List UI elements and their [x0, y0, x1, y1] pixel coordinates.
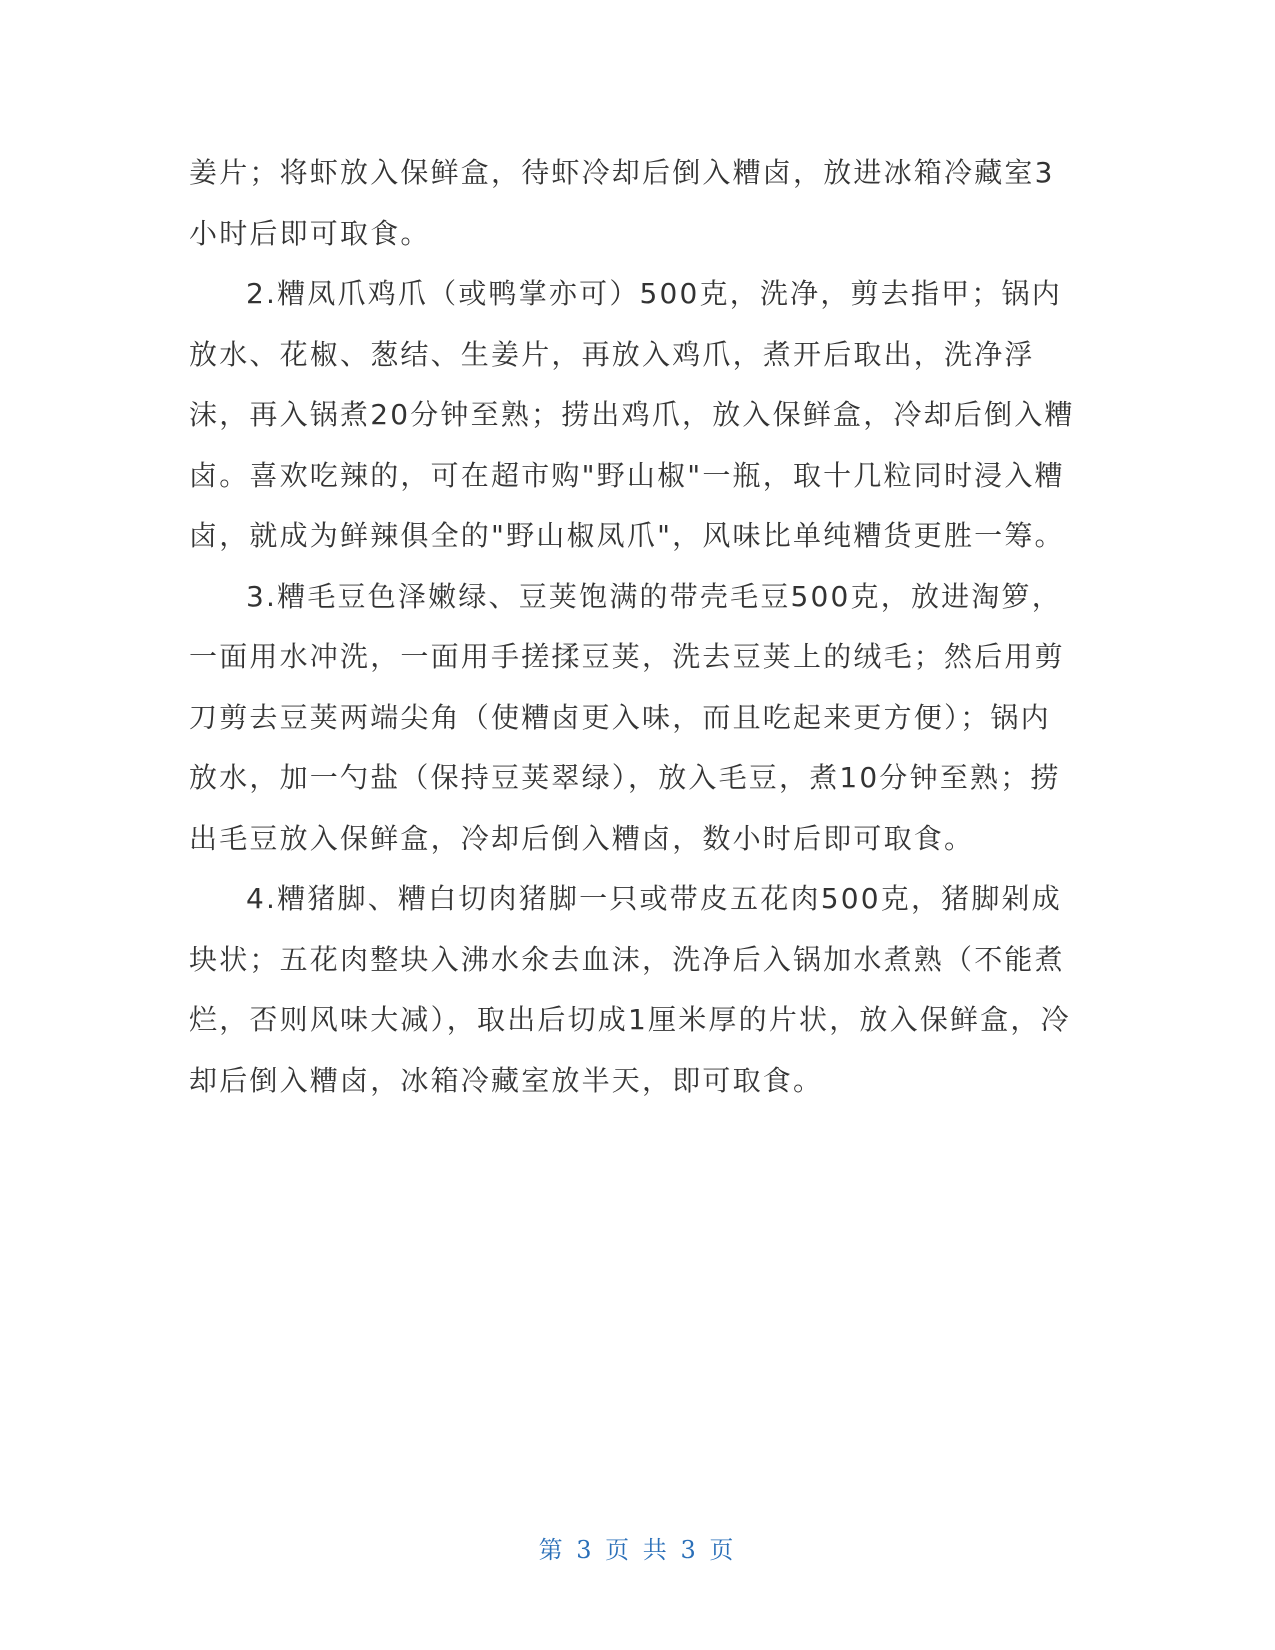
- paragraph-item-3: 3.糟毛豆色泽嫩绿、豆荚饱满的带壳毛豆500克，放进淘箩，一面用水冲洗，一面用手搓揉豆荚，洗去豆荚上的绒毛；然后用剪刀剪去豆荚两端尖角（使糟卤更入味，而且吃起来更方便）；锅内放水，加一勺盐（保持豆荚翠绿），放入毛豆，煮10分钟至熟；捞出毛豆放入保鲜盒，冷却后倒入糟卤，数小时后即可取食。: [189, 579, 1065, 855]
- page-number-footer: 第 3 页 共 3 页: [538, 1536, 737, 1564]
- paragraph-item-2: 2.糟凤爪鸡爪（或鸭掌亦可）500克，洗净，剪去指甲；锅内放水、花椒、葱结、生姜片，再放入鸡爪，煮开后取出，洗净浮沫，再入锅煮20分钟至熟；捞出鸡爪，放入保鲜盒，冷却后倒入糟卤。喜欢吃辣的，可在超市购"野山椒"一瓶，取十几粒同时浸入糟卤，就成为鲜辣俱全的"野山椒凤爪"，风味比单纯糟货更胜一筹。: [189, 277, 1075, 552]
- paragraph-item-4: 4.糟猪脚、糟白切肉猪脚一只或带皮五花肉500克，猪脚剁成块状；五花肉整块入沸水氽去血沫，洗净后入锅加水煮熟（不能煮烂，否则风味大减），取出后切成1厘米厚的片状，放入保鲜盒，冷却后倒入糟卤，冰箱冷藏室放半天，即可取食。: [189, 882, 1071, 1097]
- paragraph-continued: 姜片；将虾放入保鲜盒，待虾冷却后倒入糟卤，放进冰箱冷藏室3小时后即可取食。: [189, 156, 1055, 250]
- document-body: [189, 143, 1079, 1111]
